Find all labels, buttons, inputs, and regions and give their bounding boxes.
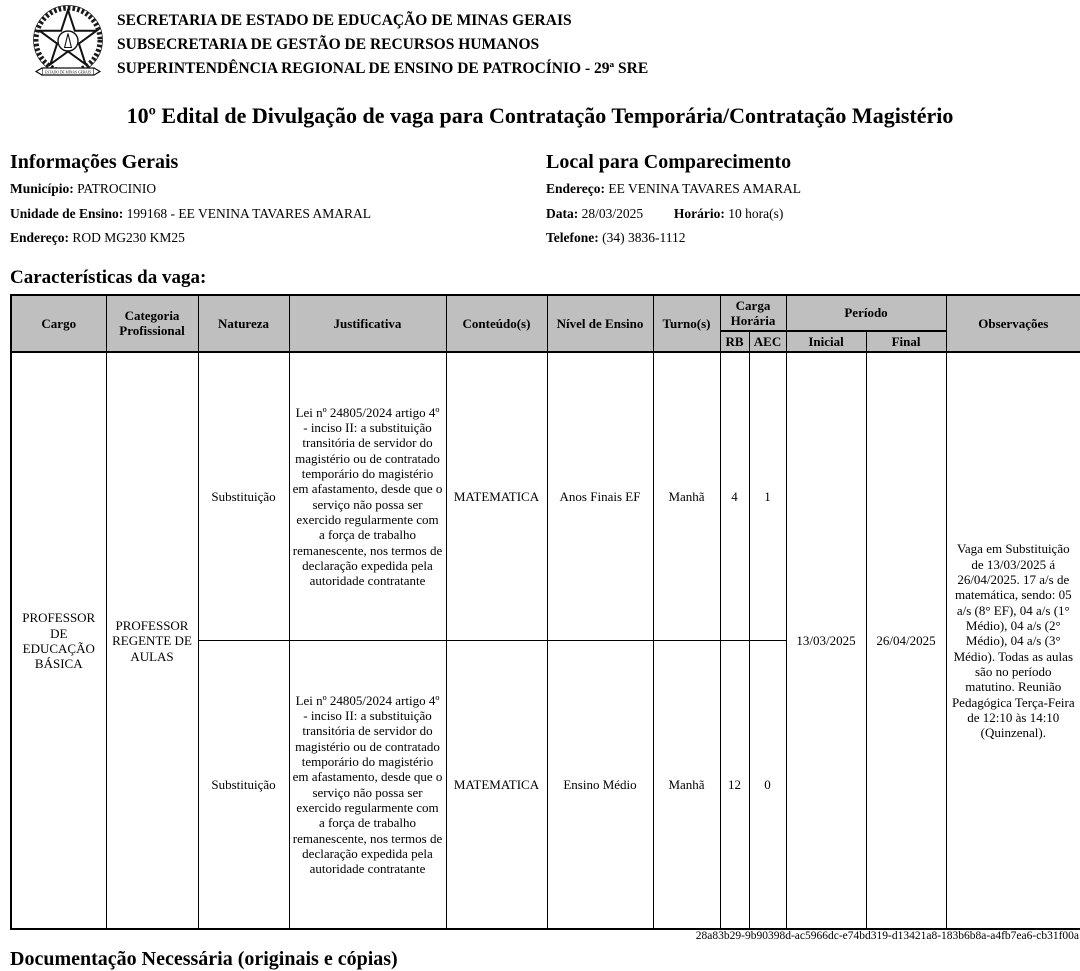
telefone-field (546, 230, 1070, 246)
documentation-heading: Documentação Necessária (originais e cópias) (10, 948, 398, 971)
municipio-field (10, 181, 546, 197)
cell-cargo: PROFESSOR DE EDUCAÇÃO BÁSICA (11, 352, 106, 929)
endereco-field (10, 230, 546, 246)
attendance-heading: Local para Comparecimento (546, 151, 792, 173)
document-header (0, 0, 1080, 81)
general-info-column (10, 151, 546, 255)
unidade-ensino-label: Unidade de Ensino: (10, 205, 124, 221)
cell-categoria: PROFESSOR REGENTE DE AULAS (106, 352, 198, 929)
attendance-endereco-label: Endereço: (546, 181, 605, 196)
horario-label: Horário: (673, 205, 725, 221)
telefone-value: (34) 3836-1112 (602, 230, 686, 245)
col-header-periodo: Período (786, 295, 946, 332)
org-line-3: SUPERINTENDÊNCIA REGIONAL DE ENSINO DE PATROCÍNIO - 29ª SRE (117, 60, 649, 77)
vacancy-table (10, 294, 1080, 931)
cell-turno: Manhã (653, 352, 720, 640)
unidade-ensino-field (10, 206, 546, 222)
table-row (11, 352, 1080, 640)
col-header-rb: RB (720, 331, 749, 352)
seal-ribbon-text: ESTADO DE MINAS GERAIS (45, 70, 91, 75)
info-section (0, 151, 1080, 255)
cell-rb: 12 (720, 640, 749, 929)
table-header-row-main (11, 295, 1080, 332)
col-header-categoria: Categoria Profissional (106, 295, 198, 353)
data-horario-field (546, 206, 1070, 222)
cell-periodo-inicial: 13/03/2025 (786, 352, 866, 929)
attendance-column (546, 151, 1070, 255)
cell-periodo-final: 26/04/2025 (866, 352, 946, 929)
cell-justificativa: Lei nº 24805/2024 artigo 4º - inciso II: a substituição transitória de servidor do magistério ou de contratado temporário do magistério em afastamento, desde que o serviço não possa ser exercido regularmente com a força de trabalho remanescente, nos termos de declaração expedida pela autoridade contratante (289, 352, 446, 640)
state-seal-icon (28, 4, 108, 80)
attendance-endereco-field (546, 181, 1070, 197)
cell-rb: 4 (720, 352, 749, 640)
cell-conteudo: MATEMATICA (446, 352, 547, 640)
data-label: Data: (546, 205, 579, 221)
col-header-observacoes: Observações (946, 295, 1080, 353)
municipio-value: PATROCINIO (77, 181, 157, 196)
telefone-label: Telefone: (546, 230, 599, 245)
cell-conteudo: MATEMATICA (446, 640, 547, 929)
unidade-ensino-value: 199168 - EE VENINA TAVARES AMARAL (126, 205, 371, 221)
municipio-label: Município: (10, 181, 74, 196)
endereco-value: ROD MG230 KM25 (72, 230, 185, 245)
attendance-endereco-value: EE VENINA TAVARES AMARAL (608, 181, 801, 196)
col-header-conteudo: Conteúdo(s) (446, 295, 547, 353)
data-value: 28/03/2025 (581, 205, 644, 221)
col-header-carga-horaria: Carga Horária (720, 295, 786, 332)
cell-nivel: Ensino Médio (547, 640, 653, 929)
vacancy-section-heading: Características da vaga: (10, 266, 207, 288)
endereco-label: Endereço: (10, 230, 69, 245)
col-header-final: Final (866, 331, 946, 352)
cell-nivel: Anos Finais EF (547, 352, 653, 640)
org-name-block (117, 4, 648, 81)
cell-natureza: Substituição (198, 352, 289, 640)
col-header-cargo: Cargo (11, 295, 106, 353)
col-header-aec: AEC (749, 331, 786, 352)
cell-natureza: Substituição (198, 640, 289, 929)
minas-gerais-seal-logo (28, 4, 108, 80)
col-header-natureza: Natureza (198, 295, 289, 353)
cell-aec: 1 (749, 352, 786, 640)
cell-aec: 0 (749, 640, 786, 929)
cell-turno: Manhã (653, 640, 720, 929)
page-title: 10º Edital de Divulgação de vaga para Contratação Temporária/Contratação Magistério (126, 103, 954, 128)
col-header-justificativa: Justificativa (289, 295, 446, 353)
general-info-heading: Informações Gerais (10, 151, 179, 173)
org-line-1: SECRETARIA DE ESTADO DE EDUCAÇÃO DE MINAS GERAIS (117, 12, 572, 29)
col-header-inicial: Inicial (786, 331, 866, 352)
document-hash: 28a83b29-9b90398d-ac5966dc-e74bd319-d13421a8-183b6b8a-a4fb7ea6-cb31f00a (695, 930, 1079, 943)
org-line-2: SUBSECRETARIA DE GESTÃO DE RECURSOS HUMANOS (117, 36, 540, 53)
cell-observacoes: Vaga em Substituição de 13/03/2025 á 26/04/2025. 17 a/s de matemática, sendo: 05 a/s (8° EF), 04 a/s (1° Médio), 04 a/s (2° Médio), 04 a/s (3° Médio). Todas as aulas são no período matutino. Reunião Pedagógica Terça-Feira de 12:10 às 14:10 (Quinzenal). (946, 352, 1080, 929)
cell-justificativa: Lei nº 24805/2024 artigo 4º - inciso II: a substituição transitória de servidor do magistério ou de contratado temporário do magistério em afastamento, desde que o serviço não possa ser exercido regularmente com a força de trabalho remanescente, nos termos de declaração expedida pela autoridade contratante (289, 640, 446, 929)
col-header-nivel: Nível de Ensino (547, 295, 653, 353)
horario-value: 10 hora(s) (728, 205, 784, 221)
col-header-turno: Turno(s) (653, 295, 720, 353)
